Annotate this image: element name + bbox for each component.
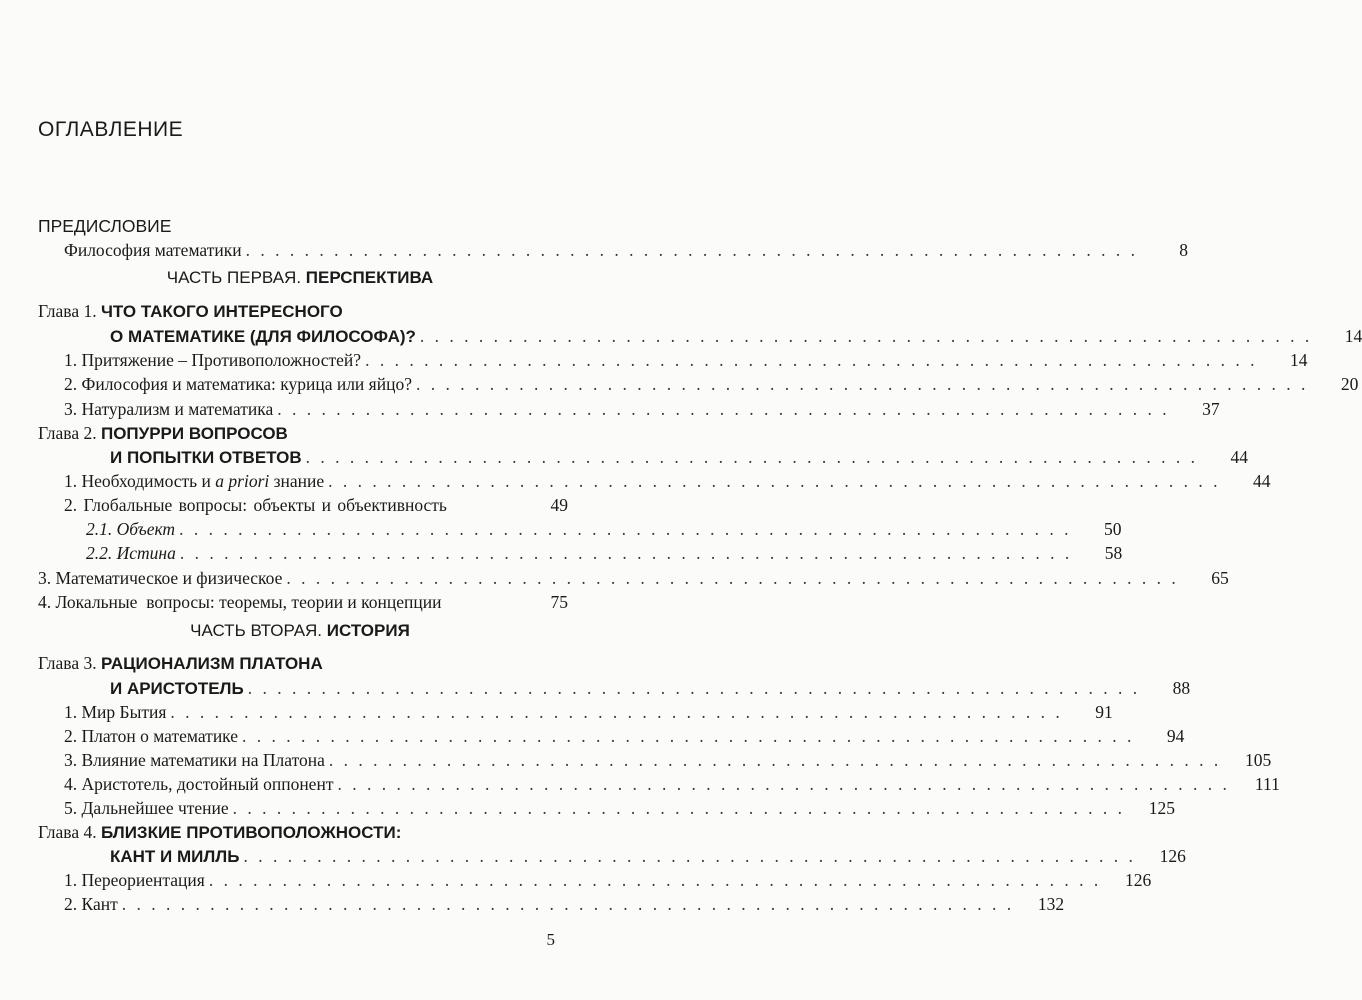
entry-label: 2. Платон о математике (64, 726, 239, 746)
toc-entry-ch2-s2[interactable] (0, 493, 600, 517)
toc-entry-ch3-s3[interactable] (0, 748, 1272, 772)
entry-label: 2. Глобальные вопросы: объекты и объективность (64, 495, 447, 515)
chapter-prefix: Глава 1. (38, 301, 97, 321)
chapter-title-line1: ЧТО ТАКОГО ИНТЕРЕСНОГО (100, 302, 343, 321)
leader-dots: . . . . . . . . . . . . . . . . . . . . . . . . . . . . . . . . . . . . . . . . . . . . . . . . . . . . . . . . . . . . . (328, 471, 1221, 491)
toc-entry-ch1-s2[interactable] (0, 372, 1359, 396)
entry-label: 4. Локальные вопросы: теоремы, теории и концепции (38, 592, 442, 612)
part-title: ИСТОРИЯ (326, 621, 410, 640)
leader-dots: . . . . . . . . . . . . . . . . . . . . . . . . . . . . . . . . . . . . . . . . . . . . . . . . . . . . . . . . . . . . . (247, 678, 1141, 698)
page-number: 50 (1103, 519, 1122, 539)
entry-label: 1. Переориентация (64, 870, 205, 890)
page-number: 125 (1148, 798, 1176, 818)
chapter-prefix: Глава 4. (38, 822, 97, 842)
page-number: 37 (1202, 399, 1220, 419)
leader-dots: . . . . . . . . . . . . . . . . . . . . . . . . . . . . . . . . . . . . . . . . . . . . . . . . . . . . . . . . . . . . . (243, 846, 1136, 866)
chapter-prefix: Глава 2. (38, 423, 97, 443)
entry-label: 2.2. Истина (86, 543, 176, 563)
entry-label (64, 469, 324, 493)
chapter-title-line1: БЛИЗКИЕ ПРОТИВОПОЛОЖНОСТИ: (100, 823, 402, 842)
toc-entry-ch3-s1[interactable] (0, 700, 1113, 724)
page-number: 91 (1095, 702, 1113, 722)
leader-dots: . . . . . . . . . . . . . . . . . . . . . . . . . . . . . . . . . . . . . . . . . . . . . . . . . . . . . . . . . . . . . (179, 519, 1072, 539)
chapter-2-line1 (38, 421, 288, 446)
chapter-title-line1: ПОПУРРИ ВОПРОСОВ (100, 424, 288, 443)
page-number: 105 (1245, 750, 1272, 770)
leader-dots: . . . . . . . . . . . . . . . . . . . . . . . . . . . . . . . . . . . . . . . . . . . . . . . . . . . . . . . . . . . . . (170, 702, 1063, 722)
entry-label: 2. Кант (64, 894, 118, 914)
page-number: 75 (550, 592, 568, 612)
leader-dots: . . . . . . . . . . . . . . . . . . . . . . . . . . . . . . . . . . . . . . . . . . . . . . . . . . . . . . . . . . . . . (277, 399, 1170, 419)
toc-entry-chapter-3[interactable] (0, 676, 1191, 700)
toc-entry-ch2-s1[interactable] (0, 469, 1271, 493)
page-number: 49 (550, 495, 568, 515)
entry-label-pre: 1. Необходимость и (64, 471, 216, 491)
entry-label: 4. Аристотель, достойный оппонент (64, 774, 334, 794)
toc-entry-preface[interactable] (0, 238, 1188, 262)
chapter-1-line1 (38, 299, 343, 324)
part-prefix: ЧАСТЬ ПЕРВАЯ. (166, 268, 302, 287)
toc-entry-ch1-s1[interactable] (0, 348, 1308, 372)
leader-dots: . . . . . . . . . . . . . . . . . . . . . . . . . . . . . . . . . . . . . . . . . . . . . . . . . . . . . . . . . . . . . (365, 350, 1258, 370)
toc-entry-ch4-s2[interactable] (0, 892, 1065, 916)
entry-label-italic: a priori (215, 471, 270, 491)
part-title: ПЕРСПЕКТИВА (305, 268, 434, 287)
toc-entry-ch2-s2-2[interactable] (0, 541, 1123, 565)
entry-label: 2.1. Объект (86, 519, 176, 539)
toc-entry-chapter-4[interactable] (0, 844, 1186, 868)
toc-entry-ch1-s3[interactable] (0, 397, 1220, 421)
page-number: 44 (1230, 447, 1249, 467)
chapter-title-line2: О МАТЕМАТИКЕ (ДЛЯ ФИЛОСОФА)? (110, 327, 416, 346)
page-number: 65 (1211, 568, 1229, 588)
entry-label: 2. Философия и математика: курица или яйцо? (64, 374, 412, 394)
toc-entry-ch3-s2[interactable] (0, 724, 1185, 748)
chapter-title-line2: И ПОПЫТКИ ОТВЕТОВ (110, 448, 302, 467)
leader-dots: . . . . . . . . . . . . . . . . . . . . . . . . . . . . . . . . . . . . . . . . . . . . . . . . . . . . . . . . . . . . . (305, 447, 1199, 467)
toc-entry-ch2-s2-1[interactable] (0, 517, 1122, 541)
page-number: 126 (1159, 846, 1186, 866)
leader-dots: . . . . . . . . . . . . . . . . . . . . . . . . . . . . . . . . . . . . . . . . . . . . . . . . . . . . . . . . . . . . . (232, 798, 1126, 818)
entry-label: 3. Влияние математики на Платона (64, 750, 325, 770)
leader-dots: . . . . . . . . . . . . . . . . . . . . . . . . . . . . . . . . . . . . . . . . . . . . . . . . . . . . . . . . . . . . . (419, 326, 1313, 346)
toc-heading: ОГЛАВЛЕНИЕ (38, 118, 184, 141)
page-number: 111 (1254, 774, 1280, 794)
preface-title: ПРЕДИСЛОВИЕ (38, 216, 172, 236)
page-number: 20 (1340, 374, 1359, 394)
leader-dots: . . . . . . . . . . . . . . . . . . . . . . . . . . . . . . . . . . . . . . . . . . . . . . . . . . . . . . . . . . . . . (179, 543, 1073, 563)
entry-label: 5. Дальнейшее чтение (64, 798, 229, 818)
page-number: 132 (1037, 894, 1065, 914)
leader-dots: . . . . . . . . . . . . . . . . . . . . . . . . . . . . . . . . . . . . . . . . . . . . . . . . . . . . . . . . . . . . . (242, 726, 1135, 746)
entry-label: 3. Математическое и физическое (38, 568, 283, 588)
entry-label: 3. Натурализм и математика (64, 399, 274, 419)
leader-dots: . . . . . . . . . . . . . . . . . . . . . . . . . . . . . . . . . . . . . . . . . . . . . . . . . . . . . . . . . . . . . (328, 750, 1222, 770)
part-prefix: ЧАСТЬ ВТОРАЯ. (190, 621, 323, 640)
entry-label: 1. Притяжение – Противоположностей? (64, 350, 362, 370)
chapter-3-line1 (38, 651, 323, 676)
page-folio: 5 (546, 930, 555, 949)
chapter-title-line2: И АРИСТОТЕЛЬ (110, 679, 244, 698)
chapter-4-line1 (38, 820, 401, 845)
toc-entry-ch3-s4[interactable] (0, 772, 1280, 796)
toc-entry-ch4-s1[interactable] (0, 868, 1152, 892)
leader-dots: . . . . . . . . . . . . . . . . . . . . . . . . . . . . . . . . . . . . . . . . . . . . . . . . . . . . . . . . . . . . . (286, 568, 1179, 588)
chapter-title-line2: КАНТ И МИЛЛЬ (110, 847, 240, 866)
toc-entry-ch2-s3[interactable] (0, 566, 1229, 590)
page-number: 88 (1172, 678, 1191, 698)
toc-entry-ch3-s5[interactable] (0, 796, 1176, 820)
leader-dots: . . . . . . . . . . . . . . . . . . . . . . . . . . . . . . . . . . . . . . . . . . . . . . . . . . . . . . . . . . . . . (245, 240, 1138, 260)
leader-dots: . . . . . . . . . . . . . . . . . . . . . . . . . . . . . . . . . . . . . . . . . . . . . . . . . . . . . . . . . . . . . (337, 774, 1230, 794)
chapter-title-line1: РАЦИОНАЛИЗМ ПЛАТОНА (100, 654, 323, 673)
toc-entry-chapter-2[interactable] (0, 445, 1249, 469)
entry-label: 1. Мир Бытия (64, 702, 167, 722)
page-number: 58 (1104, 543, 1123, 563)
page-number: 14 (1289, 350, 1308, 370)
leader-dots: . . . . . . . . . . . . . . . . . . . . . . . . . . . . . . . . . . . . . . . . . . . . . . . . . . . . . . . . . . . . . (208, 870, 1102, 890)
leader-dots: . . . . . . . . . . . . . . . . . . . . . . . . . . . . . . . . . . . . . . . . . . . . . . . . . . . . . . . . . . . . . (415, 374, 1309, 394)
toc-entry-ch2-s4[interactable] (0, 590, 600, 614)
part-two-heading (0, 619, 600, 643)
page-number: 126 (1124, 870, 1152, 890)
page-number: 8 (1179, 240, 1188, 260)
page-number: 14 (1344, 326, 1362, 346)
entry-label-post: знание (269, 471, 325, 491)
toc-entry-chapter-1[interactable] (0, 324, 1362, 348)
page-number: 94 (1166, 726, 1185, 746)
leader-dots: . . . . . . . . . . . . . . . . . . . . . . . . . . . . . . . . . . . . . . . . . . . . . . . . . . . . . . . . . . . . . (121, 894, 1015, 914)
entry-label: Философия математики (64, 240, 242, 260)
chapter-prefix: Глава 3. (38, 653, 97, 673)
part-one-heading (0, 266, 600, 290)
page-number: 44 (1253, 471, 1271, 491)
